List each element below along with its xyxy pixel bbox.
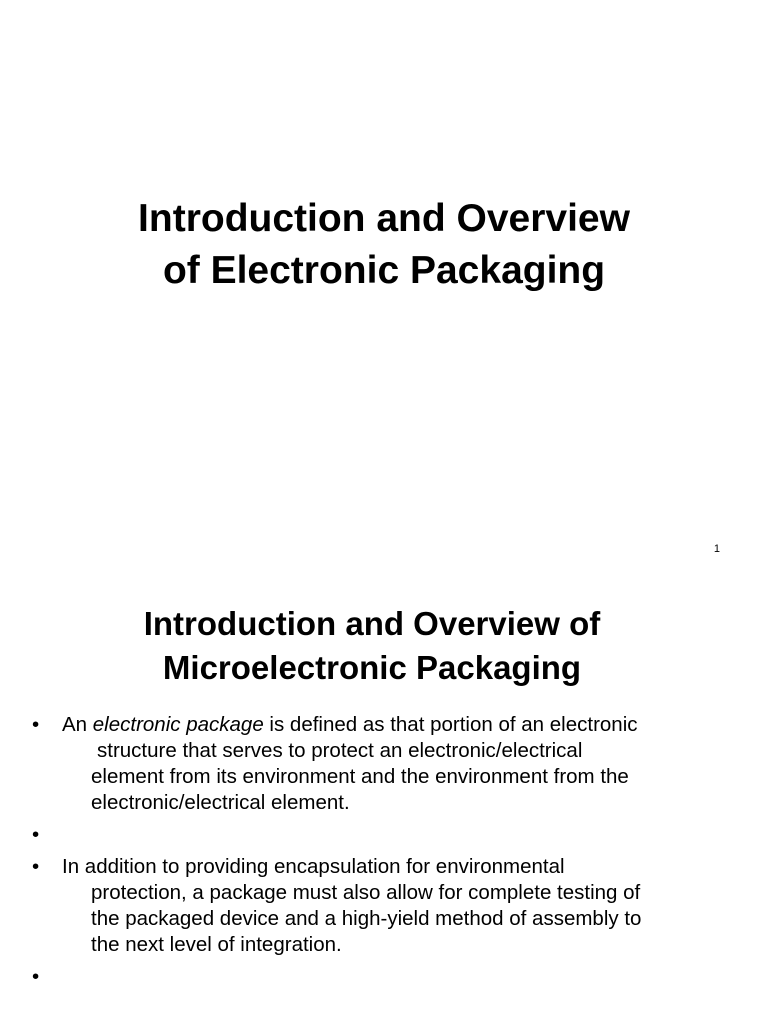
list-item <box>0 822 768 848</box>
bullet-marker: • <box>32 713 40 736</box>
bullet-1-emphasis: electronic package <box>92 713 264 736</box>
list-item <box>0 964 768 990</box>
bullet-1-suffix: is defined as that portion of an electronic <box>263 713 638 736</box>
slide-2-title <box>0 602 744 690</box>
page-number: 1 <box>713 543 720 555</box>
bullet-marker: • <box>32 965 40 988</box>
slide-1-title <box>0 193 768 297</box>
bullet-marker: • <box>32 855 40 878</box>
slide-1-title-line-2: of Electronic Packaging <box>162 249 606 292</box>
bullet-3-line-2: protection, a package must also allow for complete testing of <box>91 881 641 904</box>
bullet-1-line-3: element from its environment and the environment from the <box>91 765 629 788</box>
slide-1-title-line-1: Introduction and Overview <box>138 197 630 240</box>
bullet-3-line-1: In addition to providing encapsulation for environmental <box>62 855 565 878</box>
bullet-1-line-2: structure that serves to protect an electronic/electrical <box>97 739 583 762</box>
bullet-1-line-4: electronic/electrical element. <box>91 791 350 814</box>
list-item <box>0 712 768 816</box>
list-item <box>0 854 768 958</box>
bullet-1-line-1 <box>62 712 748 738</box>
bullet-marker: • <box>32 823 40 846</box>
slide-2 <box>0 572 768 1024</box>
bullet-3-line-3: the packaged device and a high-yield method of assembly to <box>91 907 642 930</box>
bullet-3-line-4: the next level of integration. <box>91 933 342 956</box>
slide-2-title-line-1: Introduction and Overview of <box>143 605 601 642</box>
bullet-list <box>0 712 768 996</box>
bullet-1-prefix: An <box>62 713 93 736</box>
slide-2-title-line-2: Microelectronic Packaging <box>162 649 582 686</box>
